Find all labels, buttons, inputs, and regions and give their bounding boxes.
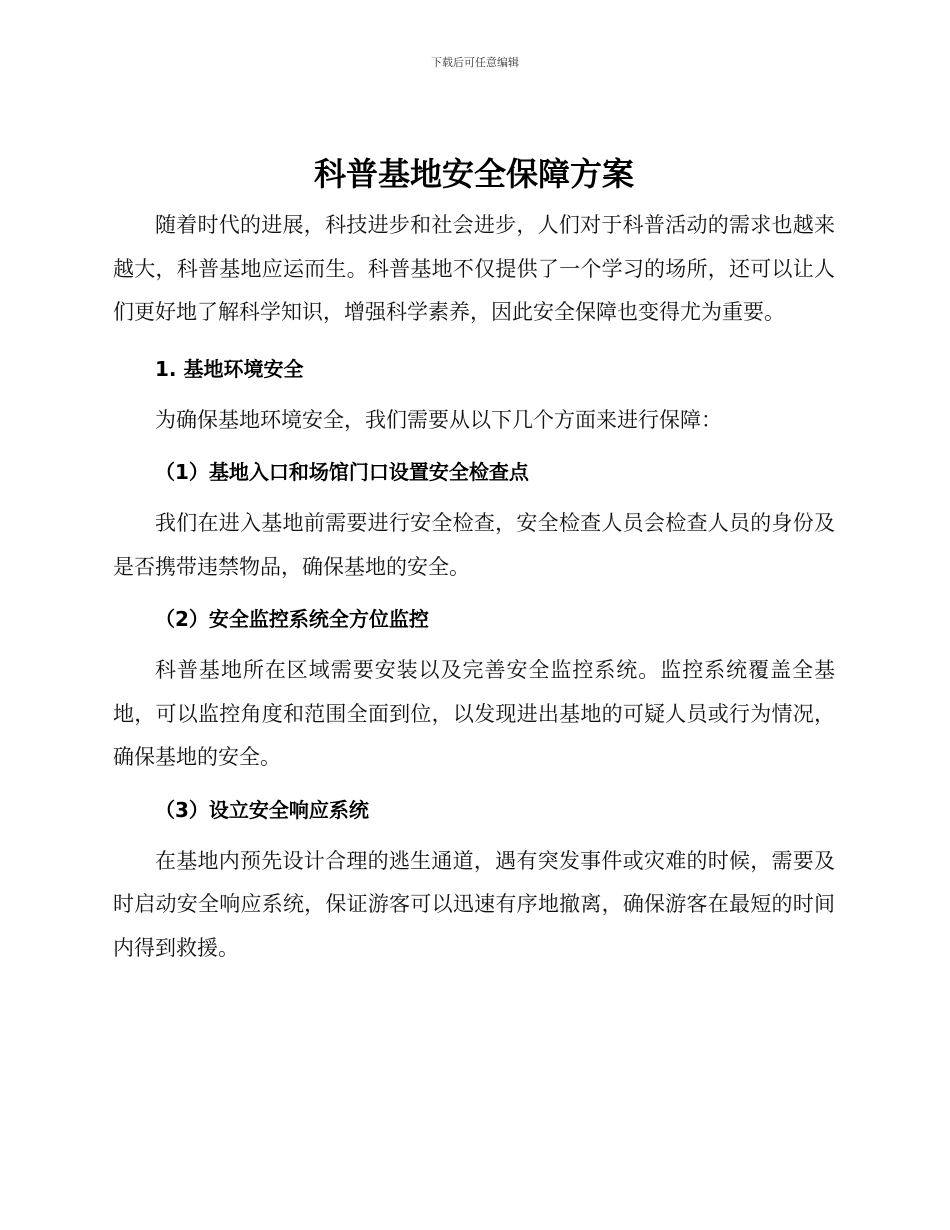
document-body	[113, 148, 835, 970]
header-note: 下载后可任意编辑	[431, 56, 519, 69]
subheading-response-system: （3）设立安全响应系统	[155, 797, 369, 822]
paragraph-monitoring-system: 科普基地所在区域需要安装以及完善安全监控系统。监控系统覆盖全基地，可以监控角度和范围全面到位，以发现进出基地的可疑人员或行为情况，确保基地的安全。	[113, 658, 835, 769]
subheading-monitoring-system: （2）安全监控系统全方位监控	[155, 607, 429, 631]
paragraph-response-system: 在基地内预先设计合理的逃生通道，遇有突发事件或灾难的时候，需要及时启动安全响应系统，保证游客可以迅速有序地撤离，确保游客在最短的时间内得到救援。	[113, 848, 835, 960]
document-title: 科普基地安全保障方案	[313, 155, 634, 193]
paragraph-security-checkpoint: 我们在进入基地前需要进行安全检查，安全检查人员会检查人员的身份及是否携带违禁物品，确保基地的安全。	[113, 511, 835, 579]
section-lead-paragraph: 为确保基地环境安全，我们需要从以下几个方面来进行保障：	[155, 407, 722, 432]
intro-paragraph: 随着时代的进展，科技进步和社会进步，人们对于科普活动的需求也越来越大，科普基地应运而生。科普基地不仅提供了一个学习的场所，还可以让人们更好地了解科学知识，增强科学素养，因此安全保障也变得尤为重要。	[113, 213, 835, 324]
section-heading-environment-safety: 1. 基地环境安全	[155, 356, 304, 381]
subheading-security-checkpoint: （1）基地入口和场馆门口设置安全检查点	[155, 460, 529, 484]
